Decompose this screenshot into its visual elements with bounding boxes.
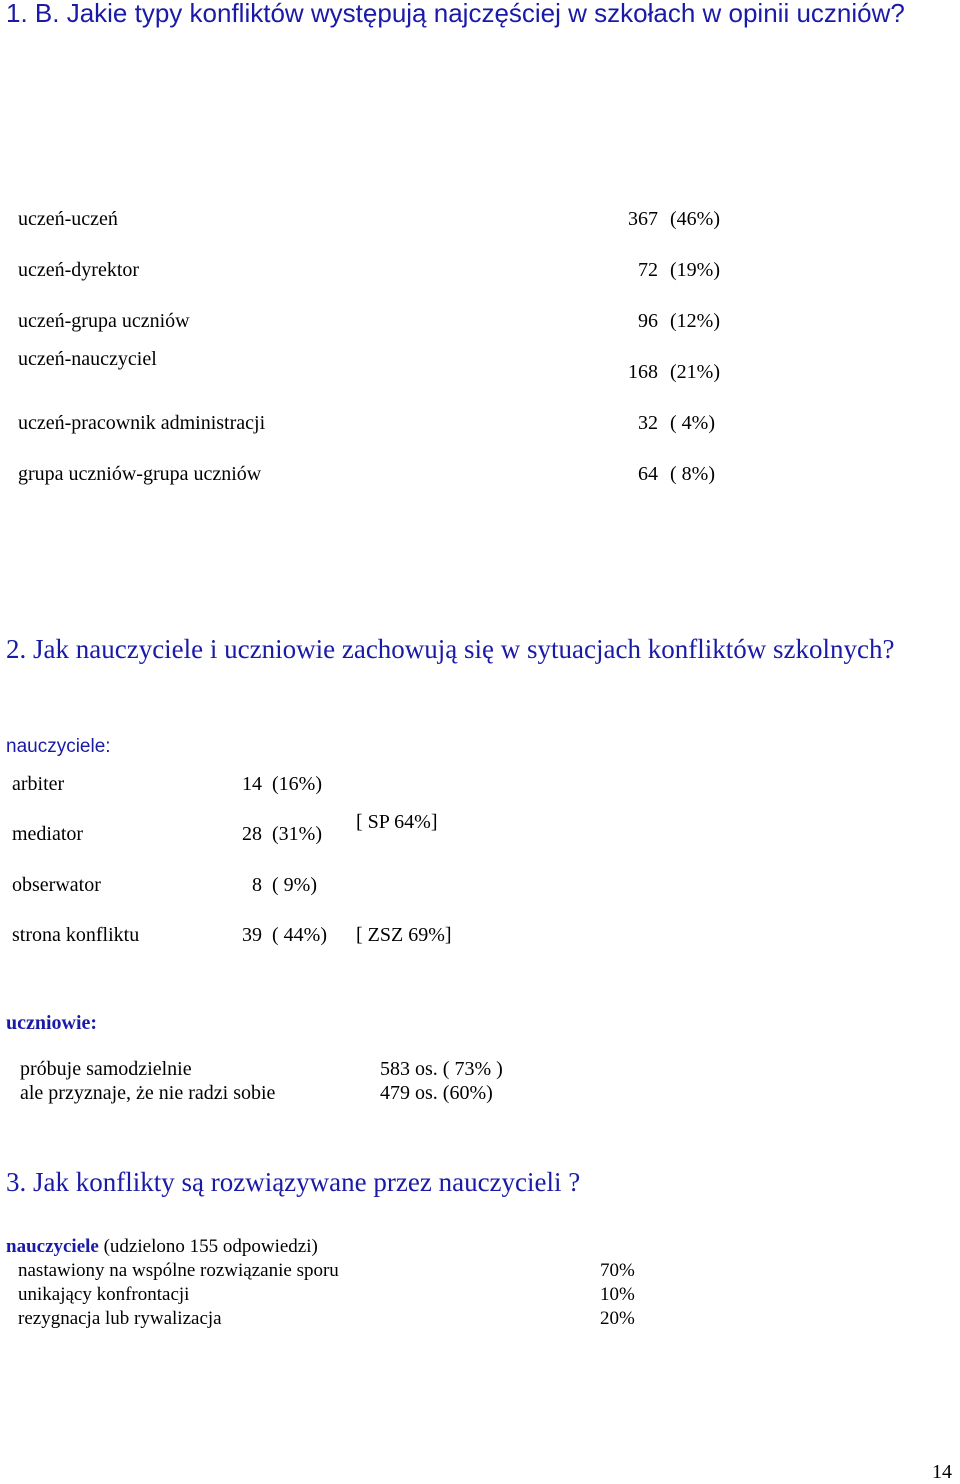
section3-heading: 3. Jak konflikty są rozwiązywane przez nauczycieli ?: [6, 1167, 581, 1197]
intro-rest: (udzielono 155 odpowiedzi): [98, 1236, 318, 1257]
row-value: 479 os. (60%): [380, 1082, 493, 1104]
row-pct: (21%): [670, 361, 720, 383]
students-label: uczniowie:: [6, 1012, 98, 1034]
intro-bold: nauczyciele: [6, 1236, 99, 1257]
row-count: 367: [628, 208, 658, 230]
row-count: 96: [638, 310, 658, 332]
row-label: arbiter: [12, 773, 65, 795]
row-pct: 10%: [600, 1284, 635, 1305]
row-label: uczeń-grupa uczniów: [18, 310, 190, 332]
row-count: 14: [242, 773, 262, 795]
row-count: 32: [638, 412, 658, 434]
row-pct: ( 44%): [272, 924, 327, 946]
row-pct: 70%: [600, 1260, 635, 1281]
row-label: mediator: [12, 823, 84, 845]
row-count: 28: [242, 823, 262, 845]
row-note: [ ZSZ 69%]: [356, 924, 452, 946]
row-pct: ( 9%): [272, 874, 317, 896]
row-count: 39: [242, 924, 262, 946]
row-value: 583 os. ( 73% ): [380, 1058, 503, 1080]
row-pct: ( 8%): [670, 463, 715, 485]
row-label: uczeń-nauczyciel: [18, 348, 157, 370]
row-label: uczeń-dyrektor: [18, 259, 140, 281]
row-label: nastawiony na wspólne rozwiązanie sporu: [18, 1260, 339, 1281]
row-count: 168: [628, 361, 658, 383]
row-label: uczeń-pracownik administracji: [18, 412, 266, 434]
page-number: 14: [932, 1461, 952, 1483]
row-label: uczeń-uczeń: [18, 208, 118, 230]
row-pct: (46%): [670, 208, 720, 230]
row-label: strona konfliktu: [12, 924, 140, 946]
section3-intro: [6, 1235, 318, 1258]
row-label: unikający konfrontacji: [18, 1284, 190, 1305]
row-pct: 20%: [600, 1308, 635, 1329]
row-count: 8: [252, 874, 262, 896]
row-pct: ( 4%): [670, 412, 715, 434]
row-label: rezygnacja lub rywalizacja: [18, 1308, 222, 1329]
row-label: obserwator: [12, 874, 101, 896]
row-label: próbuje samodzielnie: [20, 1058, 192, 1080]
row-pct: (19%): [670, 259, 720, 281]
row-pct: (16%): [272, 773, 322, 795]
section2-heading: 2. Jak nauczyciele i uczniowie zachowują się w sytuacjach konfliktów szkolnych?: [6, 634, 895, 664]
row-pct: (31%): [272, 823, 322, 845]
section1-heading: 1. B. Jakie typy konfliktów występują najczęściej w szkołach w opinii uczniów?: [6, 0, 905, 28]
row-label: ale przyznaje, że nie radzi sobie: [20, 1082, 276, 1104]
row-label: grupa uczniów-grupa uczniów: [18, 463, 262, 485]
teachers-label: nauczyciele:: [6, 736, 111, 757]
row-count: 64: [638, 463, 658, 485]
row-note: [ SP 64%]: [356, 811, 438, 833]
row-pct: (12%): [670, 310, 720, 332]
row-count: 72: [638, 259, 658, 281]
